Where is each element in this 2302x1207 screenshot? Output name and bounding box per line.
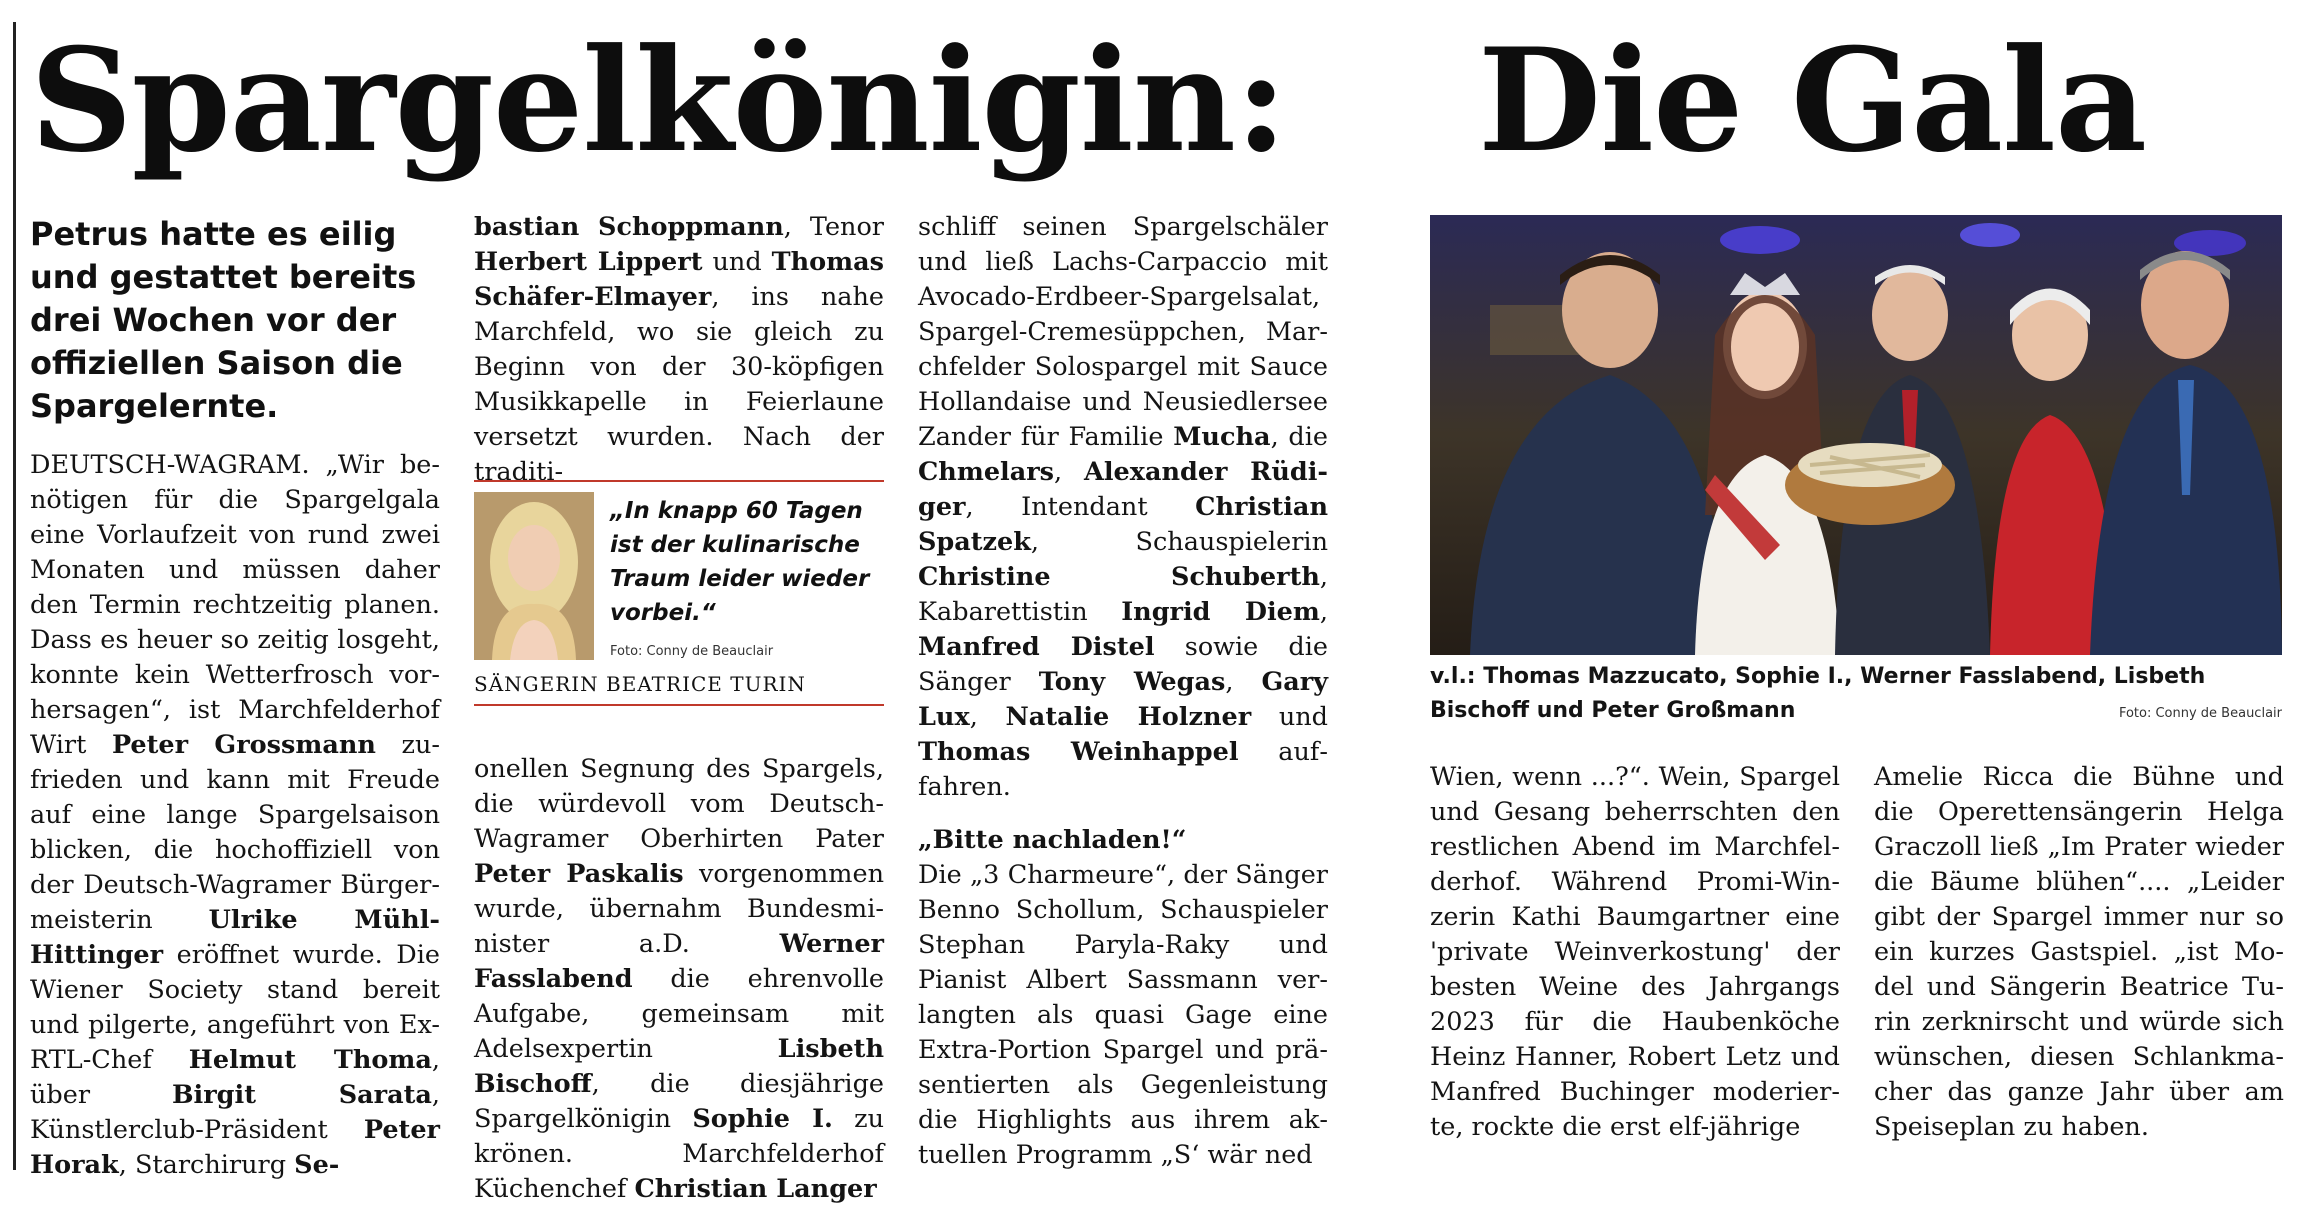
person-name: Sophie I.	[692, 1104, 833, 1134]
person-name: Gary Lux	[918, 667, 1328, 732]
article-column-3	[918, 210, 1328, 1173]
body-text: onellen Segnung des Spargels, die würdevoll vom Deutsch-Wagramer Oberhirten Pater	[474, 754, 884, 854]
person-name: Tony Wegas	[1038, 667, 1226, 697]
gala-photo	[1430, 215, 2282, 655]
body-text: ,	[1319, 597, 1329, 627]
body-text: , Starchirurg	[118, 1150, 287, 1180]
body-paragraph: Amelie Ricca die Bühne und die Operettensängerin Helga Graczoll ließ „Im Prater wieder die Bäume blühen“.... „Leider gibt der Spargel immer nur so ein kurzes Gastspiel. „ist Model und Sängerin Beatrice Turin zerknirscht und würde sich wünschen, diesen Schlankmacher das ganze Jahr über am Speiseplan zu haben.	[1874, 762, 2284, 1142]
person-name: Se-	[294, 1150, 340, 1180]
person-name: Birgit Sarata	[172, 1080, 432, 1110]
body-text: schliff seinen Spargelschäler und ließ Lachs-Carpaccio mit Avocado-Erdbeer-Spargelsalat, Spargel-Cremesüppchen, Marchfelder Solospargel mit Sauce Hollandaise und Neusiedlersee Zander für Familie	[918, 212, 1328, 452]
body-text: , über	[30, 1045, 440, 1110]
body-paragraph	[918, 210, 1328, 805]
article-column-1	[30, 213, 440, 1183]
person-name: Natalie Holzner	[1005, 702, 1252, 732]
subheading: „Bitte nachladen!“	[918, 825, 1187, 855]
person-name: Thomas Schäfer-Elmayer	[474, 247, 885, 312]
body-text: , Künstlerclub-Präsident	[30, 1080, 441, 1145]
body-text: ,	[1225, 667, 1234, 697]
person-name: Peter Horak	[30, 1115, 440, 1180]
body-text: auffahren.	[918, 737, 1328, 802]
person-name: Christian Langer	[634, 1174, 877, 1204]
body-paragraph	[30, 448, 440, 1183]
photo-credit: Foto: Conny de Beauclair	[610, 644, 774, 659]
body-text: , Tenor	[783, 212, 884, 242]
person-name: Helmut Thoma	[188, 1045, 432, 1075]
photo-credit: Foto: Conny de Beauclair	[2118, 706, 2282, 721]
person-name: Lisbeth Bischoff	[474, 1034, 884, 1099]
body-text: , Kabarettistin	[918, 562, 1328, 627]
person-name: Werner Fasslabend	[474, 929, 884, 994]
person-name: Mucha	[1173, 422, 1271, 452]
body-text: zu krönen. Marchfelderhof Küchenchef	[474, 1104, 885, 1204]
article-column-4	[1430, 760, 1840, 1145]
body-text: , ins nahe Marchfeld, wo sie gleich zu Beginn von der 30-köpfigen Musikkapelle in Feierlaune versetzt wurden. Nach der traditi-	[474, 282, 884, 487]
portrait-photo	[474, 492, 594, 660]
person-name: Peter Grossmann	[111, 730, 376, 760]
body-paragraph: Die „3 Charmeure“, der Sänger Benno Schollum, Schauspieler Stephan Paryla-Raky und Pianist Albert Sassmann verlangten als quasi Gage eine Extra-Portion Spargel und präsentierten als Gegenleistung die Highlights aus ihrem aktuellen Programm „S‘ wär ned	[918, 860, 1328, 1170]
pull-quote-text: „In knapp 60 Tagen ist der kulinarische Traum leider wieder vorbei.“	[610, 498, 870, 626]
person-name: Christian Spatzek	[918, 492, 1328, 557]
body-text: , die diesjährige Spargelkönigin	[474, 1069, 884, 1134]
body-text: zufrieden und kann mit Freude auf eine lange Spargelsaison blicken, die hochoffiziell von der Deutsch-Wagramer Bürgermeisterin	[30, 730, 441, 935]
body-paragraph: Wien, wenn ...?“. Wein, Spargel und Gesang beherrschten den restlichen Abend im Marchfelderhof. Während Promi-Winzerin Kathi Baumgartner eine 'private Weinverkostung' der besten Weine des Jahrgangs 2023 für die Haubenköche Heinz Hanner, Robert Letz und Manfred Buchinger moderierte, rockte die erst elf-jährige	[1430, 762, 1840, 1142]
pull-quote-box	[474, 480, 884, 706]
person-name: bastian Schoppmann	[474, 212, 784, 242]
body-text: ,	[1054, 457, 1063, 487]
quote-attribution: SÄNGERIN BEATRICE TURIN	[474, 672, 806, 696]
body-text: vorgenommen wurde, übernahm Bundesminister a.D.	[474, 859, 884, 959]
body-text: , die	[1270, 422, 1328, 452]
body-text: und	[1278, 702, 1328, 732]
body-paragraph	[474, 752, 884, 1207]
body-text: eröffnet wurde. Die Wiener Society stand bereit und pilgerte, angeführt von Ex-RTL-Chef	[30, 940, 440, 1075]
body-paragraph	[474, 210, 884, 490]
column-rule	[13, 22, 16, 1170]
body-text: , Intendant	[965, 492, 1148, 522]
body-text: ,	[969, 702, 978, 732]
person-name: Alexander Rüdiger	[918, 457, 1328, 522]
body-text: , Schauspielerin	[1030, 527, 1328, 557]
person-name: Manfred Distel	[918, 632, 1155, 662]
person-name: Peter Paskalis	[474, 859, 684, 889]
person-name: Ulrike Mühl-Hittinger	[30, 905, 440, 970]
person-name: Ingrid Diem	[1121, 597, 1320, 627]
body-text: die ehrenvolle Aufgabe, gemeinsam mit Adelsexpertin	[474, 964, 884, 1064]
lede: Petrus hatte es eilig und gestattet bereits drei Wochen vor der offiziellen Saison die Spargelernte.	[30, 215, 417, 425]
body-text: und	[712, 247, 762, 277]
article-column-5	[1874, 760, 2284, 1145]
body-text: sowie die Sänger	[918, 632, 1328, 697]
person-name: Christine Schuberth	[918, 562, 1320, 592]
headline-part1: Spargelkönigin:	[30, 18, 1287, 184]
body-text: DEUTSCH-WAGRAM. „Wir benötigen für die Spargelgala eine Vorlaufzeit von rund zwei Monaten und müssen daher den Termin rechtzeitig planen. Dass es heuer so zeitig losgeht, konnte kein Wetterfrosch vorhersagen“, ist Marchfelderhof Wirt	[30, 450, 440, 760]
photo-caption: v.l.: Thomas Mazzucato, Sophie I., Werner Fasslabend, Lisbeth Bischoff und Peter Großmann	[1430, 664, 2206, 723]
person-name: Herbert Lippert	[474, 247, 703, 277]
headline-part2: Die Gala	[1478, 18, 2147, 184]
person-name: Thomas Weinhappel	[918, 737, 1239, 767]
person-name: Chmelars	[918, 457, 1055, 487]
article-column-2	[474, 210, 884, 1207]
